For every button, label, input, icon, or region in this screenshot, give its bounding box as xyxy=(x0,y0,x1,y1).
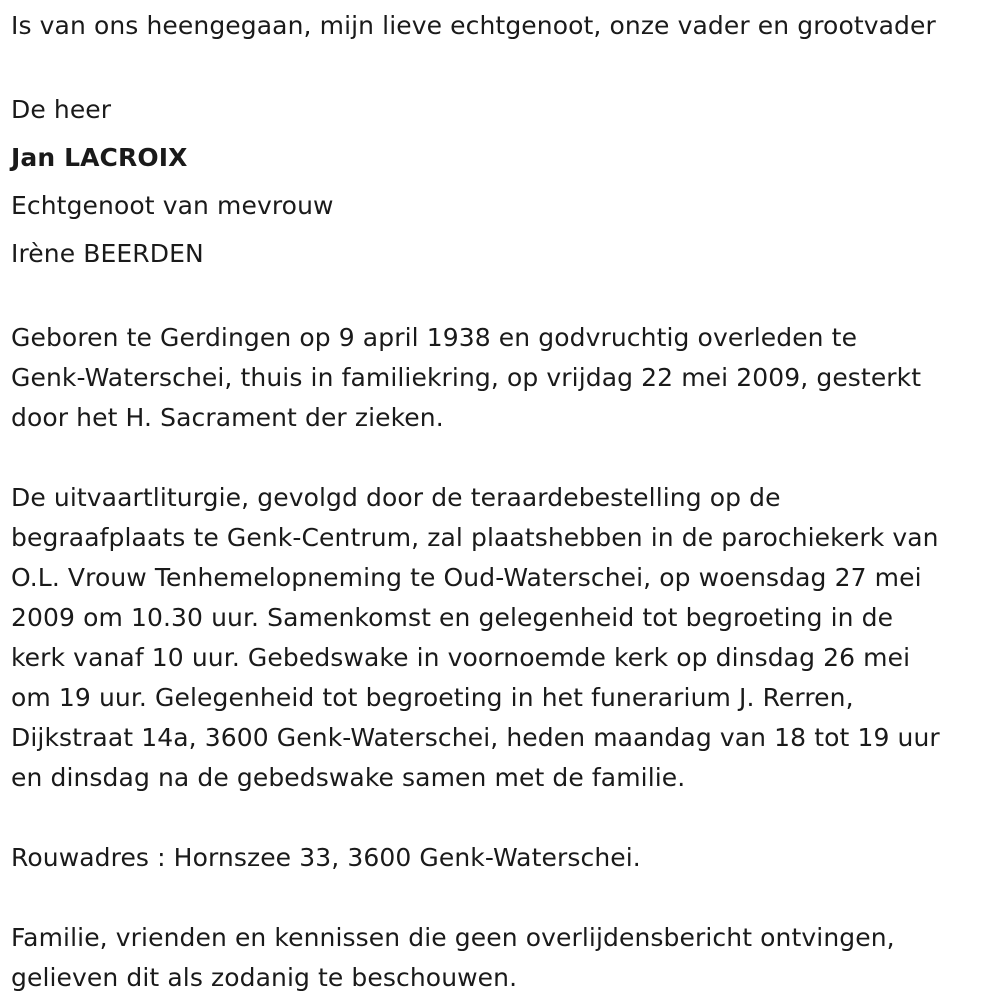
spacer xyxy=(11,438,996,478)
spacer xyxy=(11,798,996,838)
spacer xyxy=(11,878,996,918)
funeral-paragraph xyxy=(11,478,996,798)
deceased-name: Jan LACROIX xyxy=(11,143,188,172)
paragraph-line: 2009 om 10.30 uur. Samenkomst en gelegenheid tot begroeting in de xyxy=(11,603,894,632)
paragraph-line: Dijkstraat 14a, 3600 Genk-Waterschei, heden maandag van 18 tot 19 uur xyxy=(11,723,940,752)
closing-paragraph xyxy=(11,918,996,998)
spacer xyxy=(11,46,996,86)
paragraph-line: door het H. Sacrament der zieken. xyxy=(11,403,444,432)
spouse-label: Echtgenoot van mevrouw xyxy=(11,191,334,220)
death-notice xyxy=(11,0,996,998)
paragraph-line: om 19 uur. Gelegenheid tot begroeting in het funerarium J. Rerren, xyxy=(11,683,854,712)
paragraph-line: kerk vanaf 10 uur. Gebedswake in voornoemde kerk op dinsdag 26 mei xyxy=(11,643,911,672)
paragraph-line: en dinsdag na de gebedswake samen met de familie. xyxy=(11,763,686,792)
paragraph-line: O.L. Vrouw Tenhemelopneming te Oud-Waterschei, op woensdag 27 mei xyxy=(11,563,922,592)
paragraph-line: gelieven dit als zodanig te beschouwen. xyxy=(11,963,518,992)
paragraph-line: Genk-Waterschei, thuis in familiekring, op vrijdag 22 mei 2009, gesterkt xyxy=(11,363,922,392)
paragraph-line: De uitvaartliturgie, gevolgd door de teraardebestelling op de xyxy=(11,483,781,512)
intro-line: Is van ons heengegaan, mijn lieve echtgenoot, onze vader en grootvader xyxy=(11,11,936,40)
paragraph-line: Familie, vrienden en kennissen die geen overlijdensbericht ontvingen, xyxy=(11,923,895,952)
birth-paragraph xyxy=(11,318,996,438)
spacer xyxy=(11,278,996,318)
mourning-address: Rouwadres : Hornszee 33, 3600 Genk-Waterschei. xyxy=(11,843,641,872)
paragraph-line: begraafplaats te Genk-Centrum, zal plaatshebben in de parochiekerk van xyxy=(11,523,939,552)
spouse-name: Irène BEERDEN xyxy=(11,239,204,268)
paragraph-line: Geboren te Gerdingen op 9 april 1938 en godvruchtig overleden te xyxy=(11,323,858,352)
title-prefix: De heer xyxy=(11,95,112,124)
